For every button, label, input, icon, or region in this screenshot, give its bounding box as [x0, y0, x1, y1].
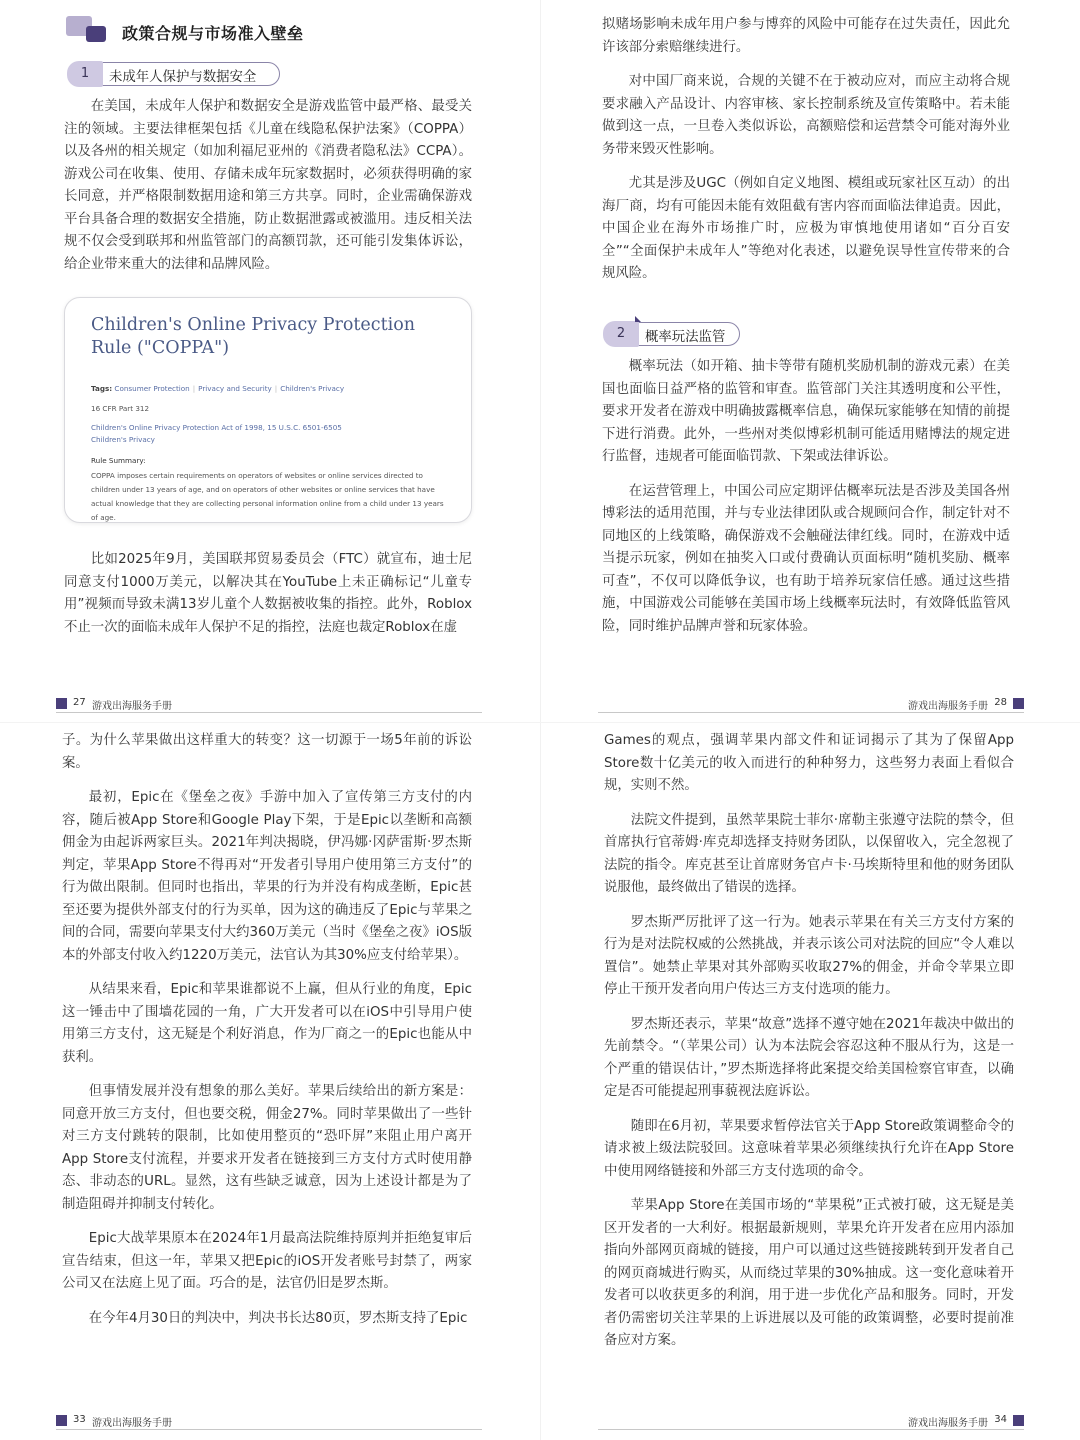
section-title: 政策合规与市场准入壁垒	[122, 24, 304, 43]
paragraph: 在今年4月30日的判决中，判决书长达80页，罗杰斯支持了Epic	[88, 1310, 468, 1326]
childrens-privacy-link[interactable]: Children's Privacy	[91, 435, 155, 444]
footer-title: 游戏出海服务手册	[92, 701, 172, 712]
paragraph: 从结果来看，Epic和苹果谁都说不上赢，但从行业的角度，Epic这一锤击中了围墙花园的一角，广大开发者可以在iOS中引导用户使用第三方支付，这无疑是个利好消息，作为厂商之一的Epic也能从中获利。	[62, 982, 472, 1065]
paragraph: 最初，Epic在《堡垒之夜》手游中加入了宣传第三方支付的内容，随后被App Store和Google Play下架，于是Epic以垄断和高额佣金为由起诉两家巨头。2021年判决揭晓，伊冯娜·冈萨雷斯·罗杰斯判定，苹果App Store不得再对“开发者引导用户使用第三方支付”的行为做出限制。但同时也指出，苹果的行为并没有构成垄断，Epic甚至还要为提供外部支付的行为买单，因为这的确违反了Epic与苹果之间的合同，需要向苹果支付大约360万美元（当时《堡垒之夜》iOS版本的外部支付收入约1220万美元，法官认为其30%应支付给苹果）。	[62, 790, 472, 963]
footer-title: 游戏出海服务手册	[92, 1418, 172, 1429]
page-28-body-cont	[602, 356, 1010, 650]
page-27-body	[64, 96, 472, 288]
paragraph: Games的观点，强调苹果内部文件和证词揭示了其为了保留App Store数十亿美元的收入而进行的种种努力，这些努力表面上看似合规，实则不然。	[604, 733, 1014, 793]
statute-link[interactable]: Children's Online Privacy Protection Act of 1998, 15 U.S.C. 6501-6505	[91, 423, 342, 432]
cfr-reference: 16 CFR Part 312	[91, 404, 150, 413]
paragraph: 在美国，未成年人保护和数据安全是游戏监管中最严格、最受关注的领域。主要法律框架包括《儿童在线隐私保护法案》（COPPA）以及各州的相关规定（如加利福尼亚州的《消费者隐私法》CCPA）。游戏公司在收集、使用、存储未成年玩家数据时，必须获得明确的家长同意，并严格限制数据用途和第三方共享。同时，企业需确保游戏平台具备合理的数据安全措施，防止数据泄露或被滥用。违反相关法规不仅会受到联邦和州监管部门的高额罚款，还可能引发集体诉讼，给企业带来重大的法律和品牌风险。	[64, 99, 472, 272]
tag-link[interactable]: Children's Privacy	[280, 384, 345, 393]
paragraph: 子。为什么苹果做出这样重大的转变？这一切源于一场5年前的诉讼案。	[62, 733, 472, 771]
card-links	[91, 422, 342, 446]
card-tags: Tags: Consumer Protection | Privacy and Security | Children's Privacy	[91, 384, 345, 393]
footer-page-27	[56, 697, 482, 711]
page-28-body	[602, 14, 1010, 298]
page-number: 28	[994, 697, 1007, 708]
paragraph: 随即在6月初，苹果要求暂停法官关于App Store政策调整命令的请求被上级法院驳回。这意味着苹果必须继续执行允许在App Store中使用网络链接和外部三方支付选项的命令。	[604, 1118, 1014, 1179]
tags-label: Tags:	[91, 384, 113, 393]
footer-page-34	[598, 1414, 1024, 1428]
footer-marker	[1013, 698, 1024, 709]
paragraph: 法院文件提到，虽然苹果院士菲尔·席勒主张遵守法院的禁令，但首席执行官蒂姆·库克却选择支持财务团队，以保留收入，完全忽视了法院的指令。库克甚至让首席财务官卢卡·马埃斯特里和他的财务团队说服他，最终做出了错误的选择。	[604, 812, 1014, 895]
page-number: 27	[73, 697, 86, 708]
subsection-tag-1	[68, 62, 280, 86]
footer-rule	[598, 712, 1024, 713]
paragraph: 概率玩法（如开箱、抽卡等带有随机奖励机制的游戏元素）在美国也面临日益严格的监管和审查。监管部门关注其透明度和公平性，要求开发者在游戏中明确披露概率信息，确保玩家能够在知情的前提下进行消费。此外，一些州对类似博彩机制可能适用赌博法的规定进行监督，违规者可能面临罚款、下架或法律诉讼。	[602, 359, 1010, 464]
paragraph: Epic大战苹果原本在2024年1月最高法院维持原判并拒绝复审后宣告结束，但这一年，苹果又把Epic的iOS开发者账号封禁了，两家公司又在法庭上见了面。巧合的是，法官仍旧是罗杰斯。	[62, 1231, 472, 1291]
section-header	[66, 16, 486, 48]
card-title: Children's Online Privacy Protection Rule ("COPPA")	[91, 315, 416, 358]
subsection-number: 2	[603, 321, 639, 347]
page-27-body-cont	[64, 549, 472, 651]
footer-marker	[56, 698, 67, 709]
footer-rule	[598, 1429, 1024, 1430]
paragraph: 苹果App Store在美国市场的“苹果税”正式被打破，这无疑是美区开发者的一大利好。根据最新规则，苹果允许开发者在应用内添加指向外部网页商城的链接，用户可以通过这些链接跳转到开发者自己的网页商城进行购买，从而绕过苹果的30%抽成。这一变化意味着开发者可以收获更多的利润，用于进一步优化产品和服务。同时，开发者仍需密切关注苹果的上诉进展以及可能的政策调整，必要时提前准备应对方案。	[604, 1198, 1014, 1348]
spread-divider	[0, 722, 1080, 723]
paragraph: 比如2025年9月，美国联邦贸易委员会（FTC）就宣布，迪士尼同意支付1000万美元，以解决其在YouTube上未正确标记“儿童专用”视频而导致未满13岁儿童个人数据被收集的指控。此外，Roblox不止一次的面临未成年人保护不足的指控，法庭也裁定Roblox在虚	[64, 552, 472, 635]
paragraph: 拟赌场影响未成年用户参与博弈的风险中可能存在过失责任，因此允许该部分索赔继续进行。	[602, 17, 1010, 55]
footer-rule	[56, 712, 482, 713]
footer-title: 游戏出海服务手册	[908, 1418, 988, 1429]
tag-link[interactable]: Consumer Protection	[114, 384, 190, 393]
footer-rule	[56, 1429, 482, 1430]
footer-marker	[56, 1415, 67, 1426]
paragraph: 尤其是涉及UGC（例如自定义地图、模组或玩家社区互动）的出海厂商，均有可能因未能有效阻截有害内容而面临法律追责。因此，中国企业在海外市场推广时，应极为审慎地使用诸如“百分百安全”“全面保护未成年人”等绝对化表述，以避免误导性宣传带来的合规风险。	[602, 176, 1010, 281]
paragraph: 对中国厂商来说，合规的关键不在于被动应对，而应主动将合规要求融入产品设计、内容审核、家长控制系统及宣传策略中。若未能做到这一点，一旦卷入类似诉讼，高额赔偿和运营禁令可能对海外业务带来毁灭性影响。	[602, 74, 1010, 157]
page-fold	[540, 0, 541, 1440]
paragraph: 但事情发展并没有想象的那么美好。苹果后续给出的新方案是：同意开放三方支付，但也要交税，佣金27%。同时苹果做出了一些针对三方支付跳转的限制，比如使用整页的“恐吓屏”来阻止用户离开App Store支付流程，并要求开发者在链接到三方支付方式时使用静态、非动态的URL。显然，这有些缺乏诚意，因为上述设计都是为了制造阻碍并抑制支付转化。	[62, 1084, 472, 1212]
rule-summary-label: Rule Summary:	[91, 456, 146, 465]
page-number: 34	[994, 1414, 1007, 1425]
tag-flag	[635, 316, 641, 322]
footer-marker	[1013, 1415, 1024, 1426]
paragraph: 罗杰斯严厉批评了这一行为。她表示苹果在有关三方支付方案的行为是对法院权威的公然挑战，并表示该公司对法院的回应“令人难以置信”。她禁止苹果对其外部购买收取27%的佣金，并命令苹果立即停止干预开发者向用户传达三方支付选项的能力。	[604, 914, 1014, 997]
page-33-body	[62, 730, 472, 1342]
section-icon-front	[86, 26, 106, 42]
footer-page-33	[56, 1414, 482, 1428]
footer-title: 游戏出海服务手册	[908, 701, 988, 712]
page-34-body	[604, 730, 1014, 1365]
paragraph: 罗杰斯还表示，苹果“故意”选择不遵守她在2021年裁决中做出的先前禁令。“（苹果公司）认为本法院会容忍这种不服从行为，这是一个严重的错误估计，”罗杰斯选择将此案提交给美国检察官审查，以确定是否可能提起刑事藐视法庭诉讼。	[604, 1016, 1014, 1099]
paragraph: 在运营管理上，中国公司应定期评估概率玩法是否涉及美国各州博彩法的适用范围，并与专业法律团队或合规顾问合作，制定针对不同地区的上线策略，确保游戏不会触碰法律红线。同时，在游戏中适当提示玩家，例如在抽奖入口或付费确认页面标明“随机奖励、概率可查”，不仅可以降低争议，也有助于培养玩家信任感。通过这些措施，中国游戏公司能够在美国市场上线概率玩法时，有效降低监管风险，同时维护品牌声誉和玩家体验。	[602, 483, 1010, 634]
tag-link[interactable]: Privacy and Security	[198, 384, 272, 393]
subsection-label: 概率玩法监管	[645, 330, 726, 345]
footer-page-28	[598, 697, 1024, 711]
page-number: 33	[73, 1414, 86, 1425]
rule-summary-text: COPPA imposes certain requirements on operators of websites or online services directed to children under 13 years of age, and on operators of other websites or online services that have actual knowledge that they are collecting personal information online from a child under 13 years of age.	[91, 471, 444, 522]
subsection-number: 1	[67, 61, 103, 87]
subsection-label: 未成年人保护与数据安全	[109, 70, 257, 85]
subsection-tag-2	[604, 322, 740, 346]
coppa-screenshot-card	[64, 297, 472, 523]
